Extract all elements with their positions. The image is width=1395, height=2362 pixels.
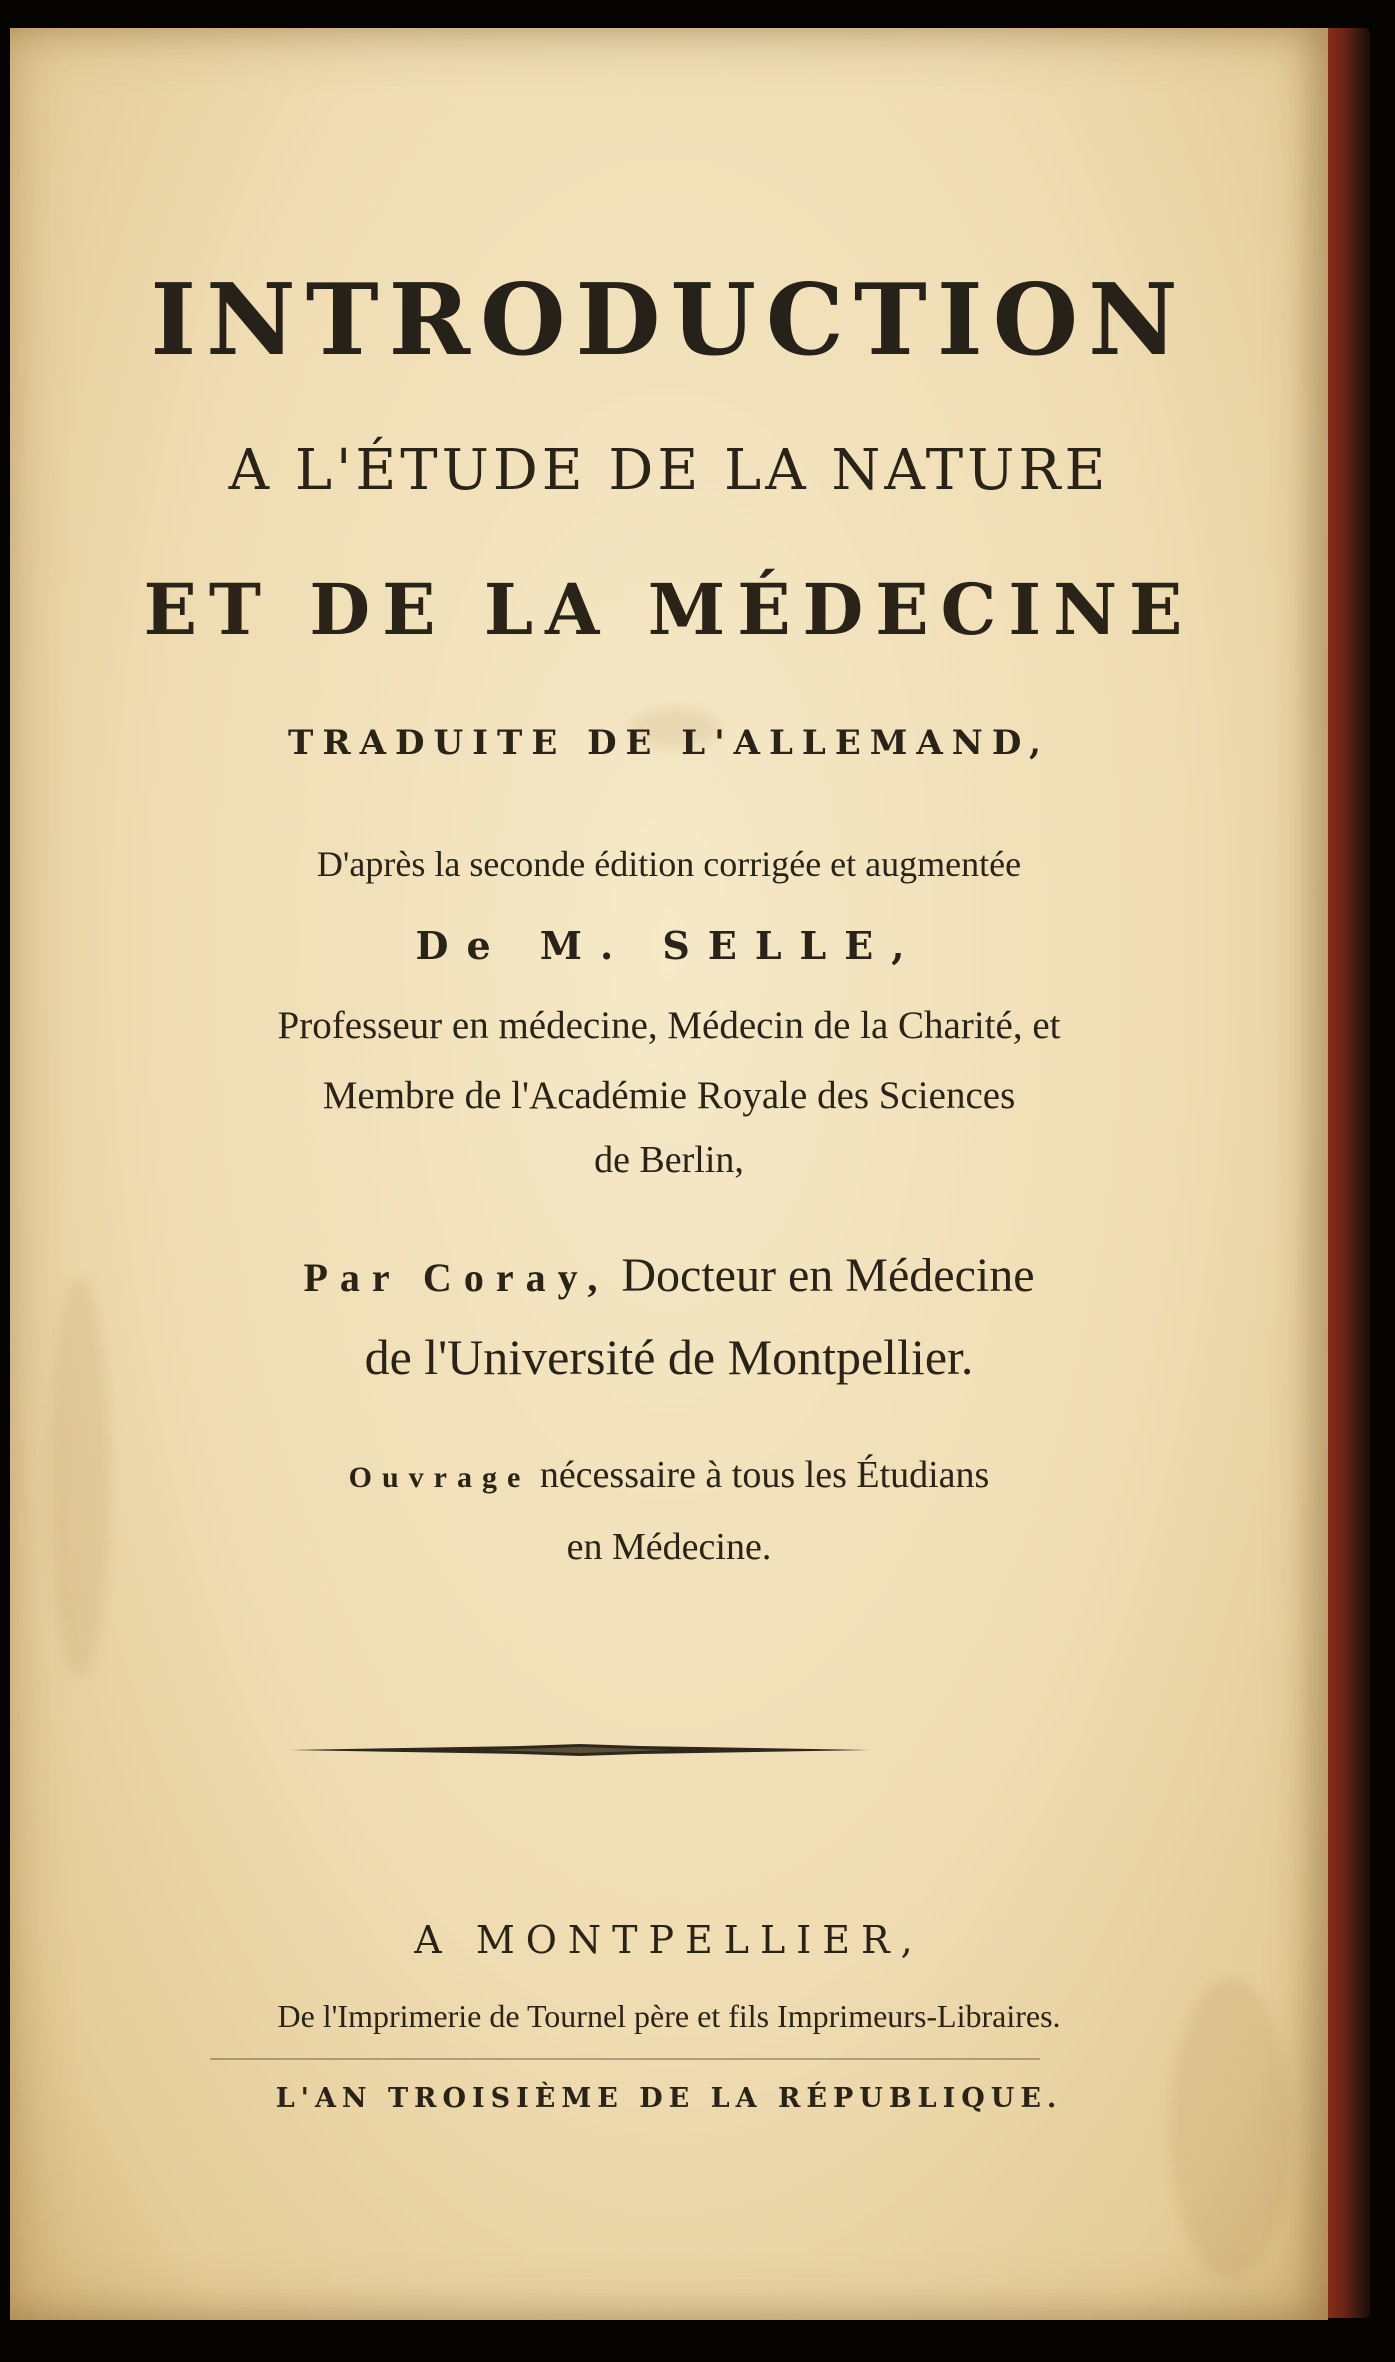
translation-note: TRADUITE DE L'ALLEMAND,: [288, 723, 1050, 763]
author-credentials-line-2: Membre de l'Académie Royale des Sciences: [322, 1074, 1016, 1117]
edition-note: D'après la seconde édition corrigée et augmentée: [316, 844, 1022, 884]
purpose-line: [10, 1453, 1328, 1497]
book-title: INTRODUCTION: [150, 263, 1188, 378]
ornamental-rule: [290, 1743, 870, 1757]
divider: [210, 2058, 1040, 2060]
translator-line: [10, 1248, 1328, 1303]
purpose-text: nécessaire à tous les Étudians: [539, 1454, 990, 1496]
title-page: [10, 28, 1328, 2320]
imprint-printer: De l'Imprimerie de Tournel père et fils Imprimeurs-Libraires.: [277, 1998, 1061, 2034]
book-subtitle-line-1: A L'ÉTUDE DE LA NATURE: [228, 438, 1110, 503]
imprint-city: A MONTPELLIER,: [414, 1918, 924, 1962]
translator-title: Docteur en Médecine: [621, 1249, 1035, 1302]
author-credentials-line-3: de Berlin,: [594, 1139, 744, 1181]
imprint-year: L'AN TROISIÈME DE LA RÉPUBLIQUE.: [275, 2083, 1063, 2114]
translator-name: Par Coray,: [303, 1255, 610, 1300]
book-subtitle-line-2: ET DE LA MÉDECINE: [143, 568, 1195, 651]
author-credentials-line-1: Professeur en médecine, Médecin de la Charité, et: [277, 1004, 1061, 1047]
purpose-prefix: Ouvrage: [348, 1461, 531, 1494]
purpose-line-2: en Médecine.: [566, 1526, 772, 1568]
translator-university: de l'Université de Montpellier.: [364, 1329, 974, 1385]
author-line: De M. SELLE,: [415, 923, 923, 968]
